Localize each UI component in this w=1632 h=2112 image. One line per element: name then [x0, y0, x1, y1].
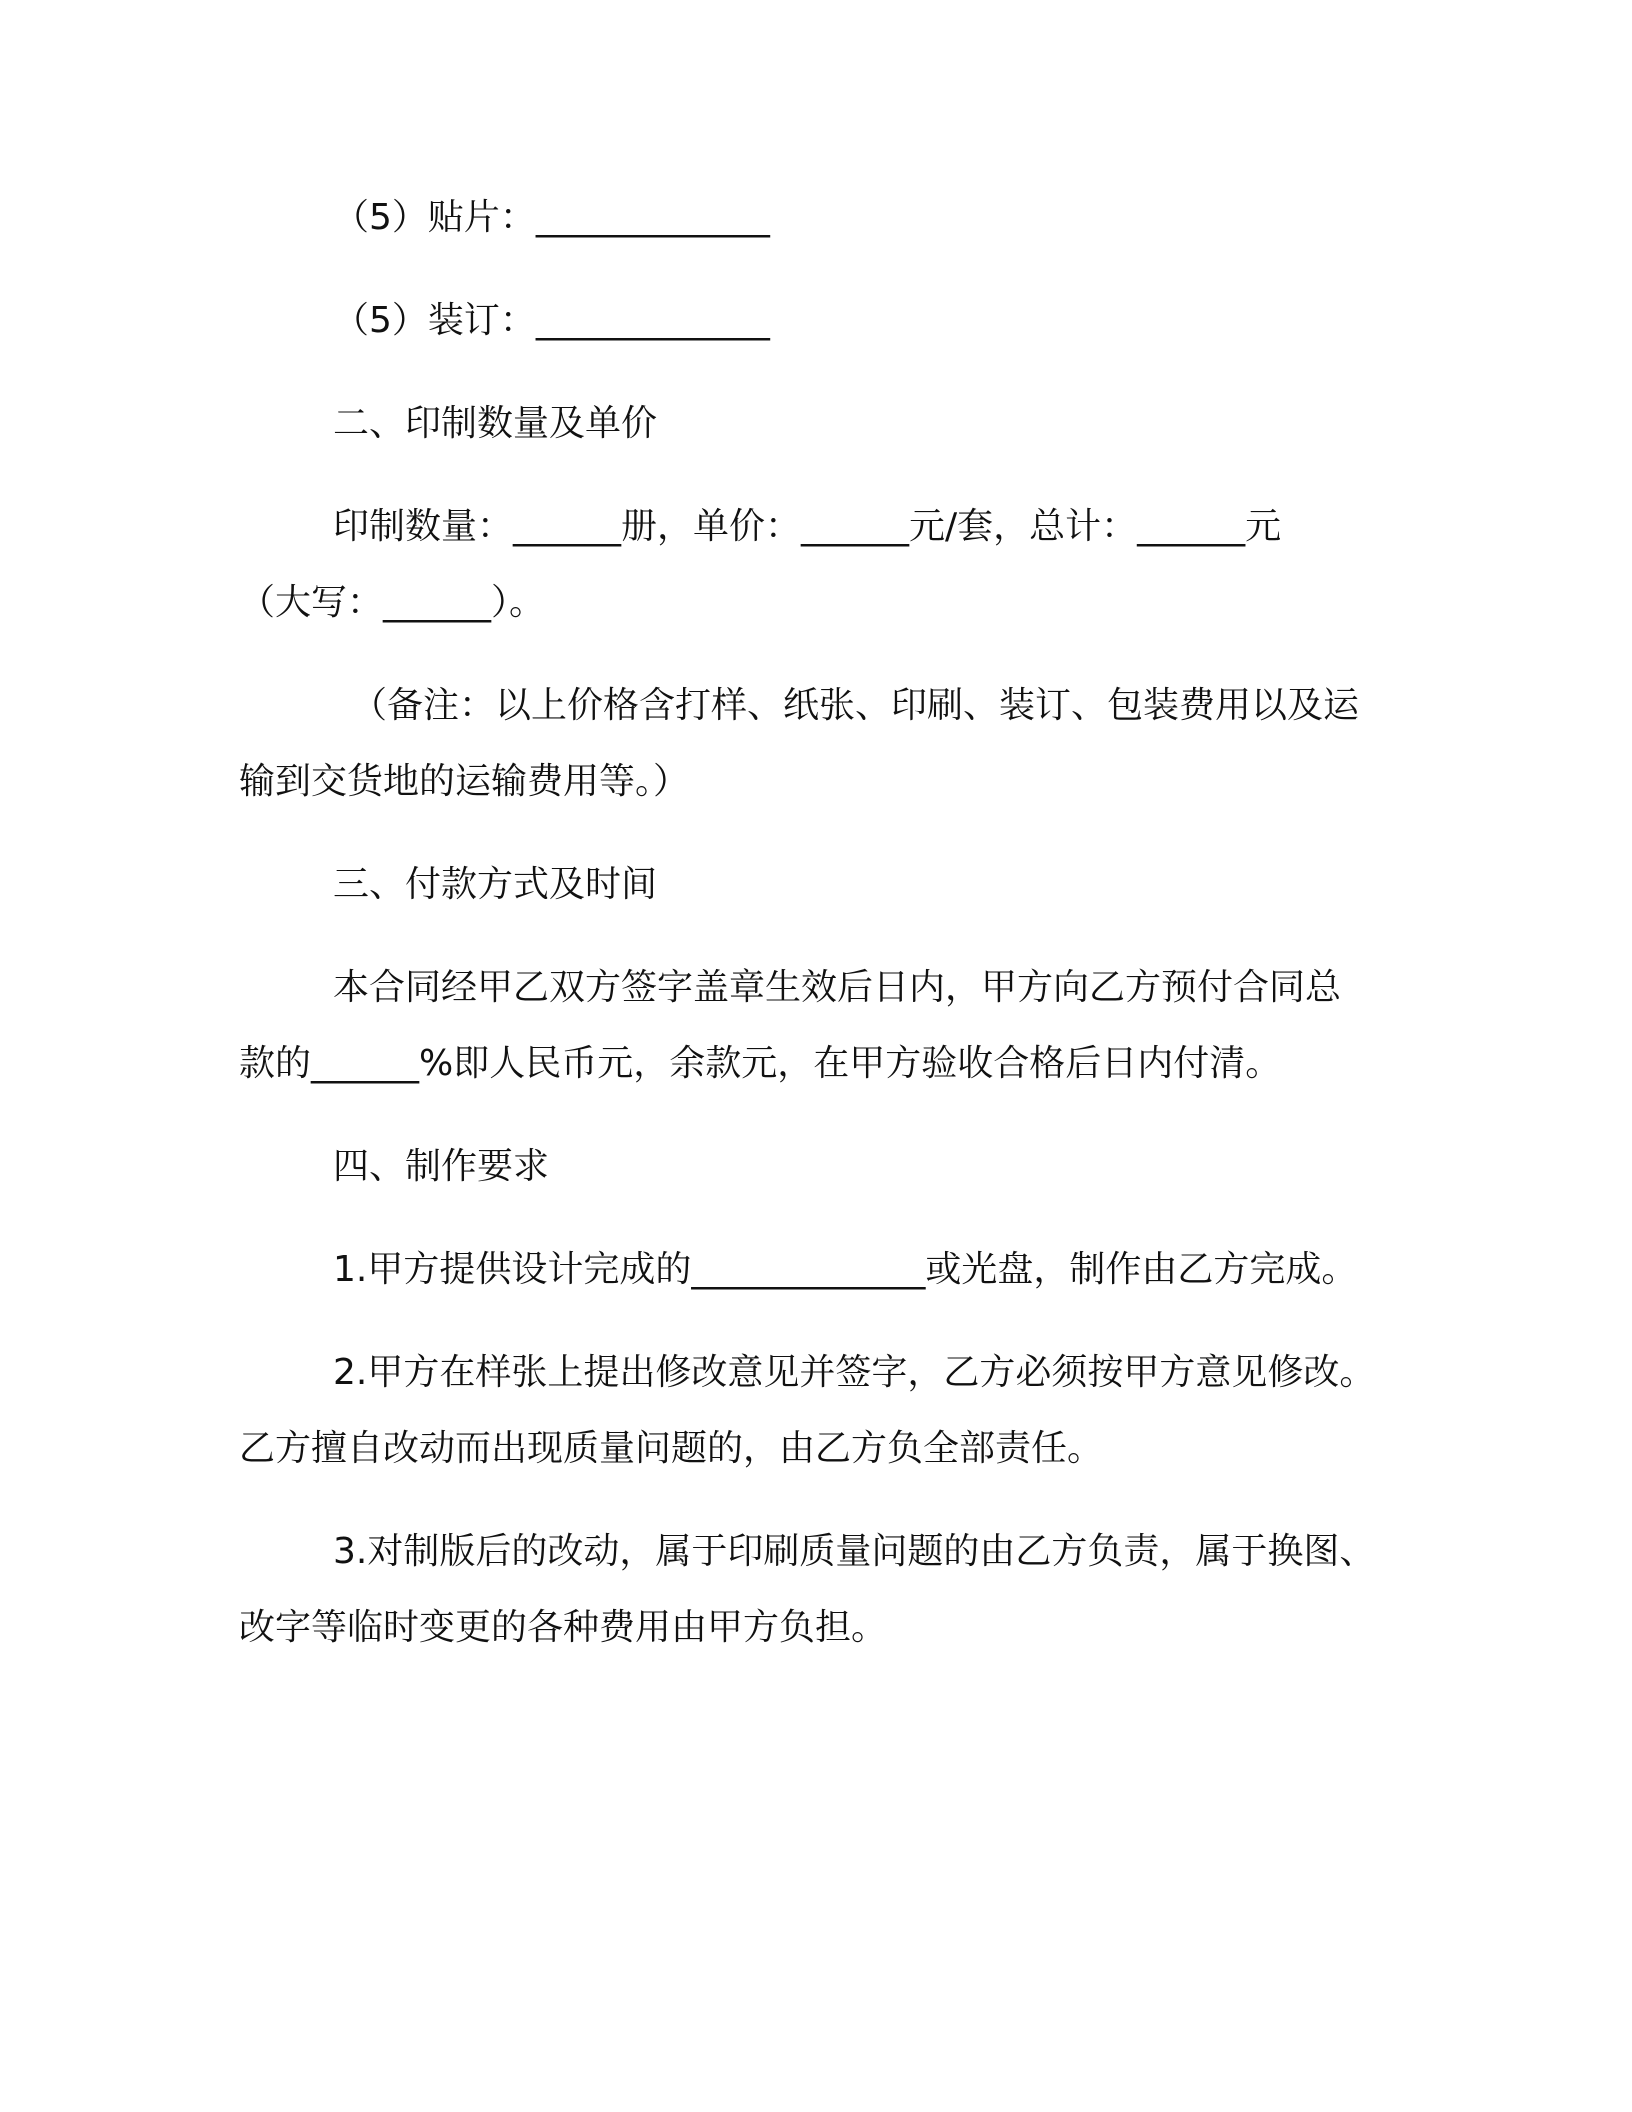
section-heading-3: 三、付款方式及时间	[333, 864, 658, 905]
requirement-2-cont: 乙方擅自改动而出现质量问题的，由乙方负全部责任。	[239, 1428, 1104, 1469]
paragraph-quantity-cont: （大写：______）。	[239, 582, 546, 623]
item-tiepian: （5）贴片：_____________	[333, 197, 770, 238]
paragraph-note-cont: 输到交货地的运输费用等。）	[239, 761, 690, 802]
requirement-2: 2.甲方在样张上提出修改意见并签字，乙方必须按甲方意见修改。	[333, 1352, 1376, 1393]
paragraph-quantity: 印制数量：______册，单价：______元/套，总计：______元	[333, 506, 1282, 547]
requirement-1: 1.甲方提供设计完成的_____________或光盘，制作由乙方完成。	[333, 1249, 1358, 1290]
paragraph-payment: 本合同经甲乙双方签字盖章生效后日内，甲方向乙方预付合同总	[333, 967, 1342, 1008]
section-heading-2: 二、印制数量及单价	[333, 403, 658, 444]
requirement-3: 3.对制版后的改动，属于印刷质量问题的由乙方负责，属于换图、	[333, 1531, 1376, 1572]
item-zhuangding: （5）装订：_____________	[333, 300, 770, 341]
section-heading-4: 四、制作要求	[333, 1146, 550, 1187]
requirement-3-cont: 改字等临时变更的各种费用由甲方负担。	[239, 1607, 888, 1648]
paragraph-payment-cont: 款的______%即人民币元，余款元，在甲方验收合格后日内付清。	[239, 1043, 1282, 1084]
paragraph-note: （备注：以上价格含打样、纸张、印刷、装订、包装费用以及运	[351, 685, 1360, 726]
